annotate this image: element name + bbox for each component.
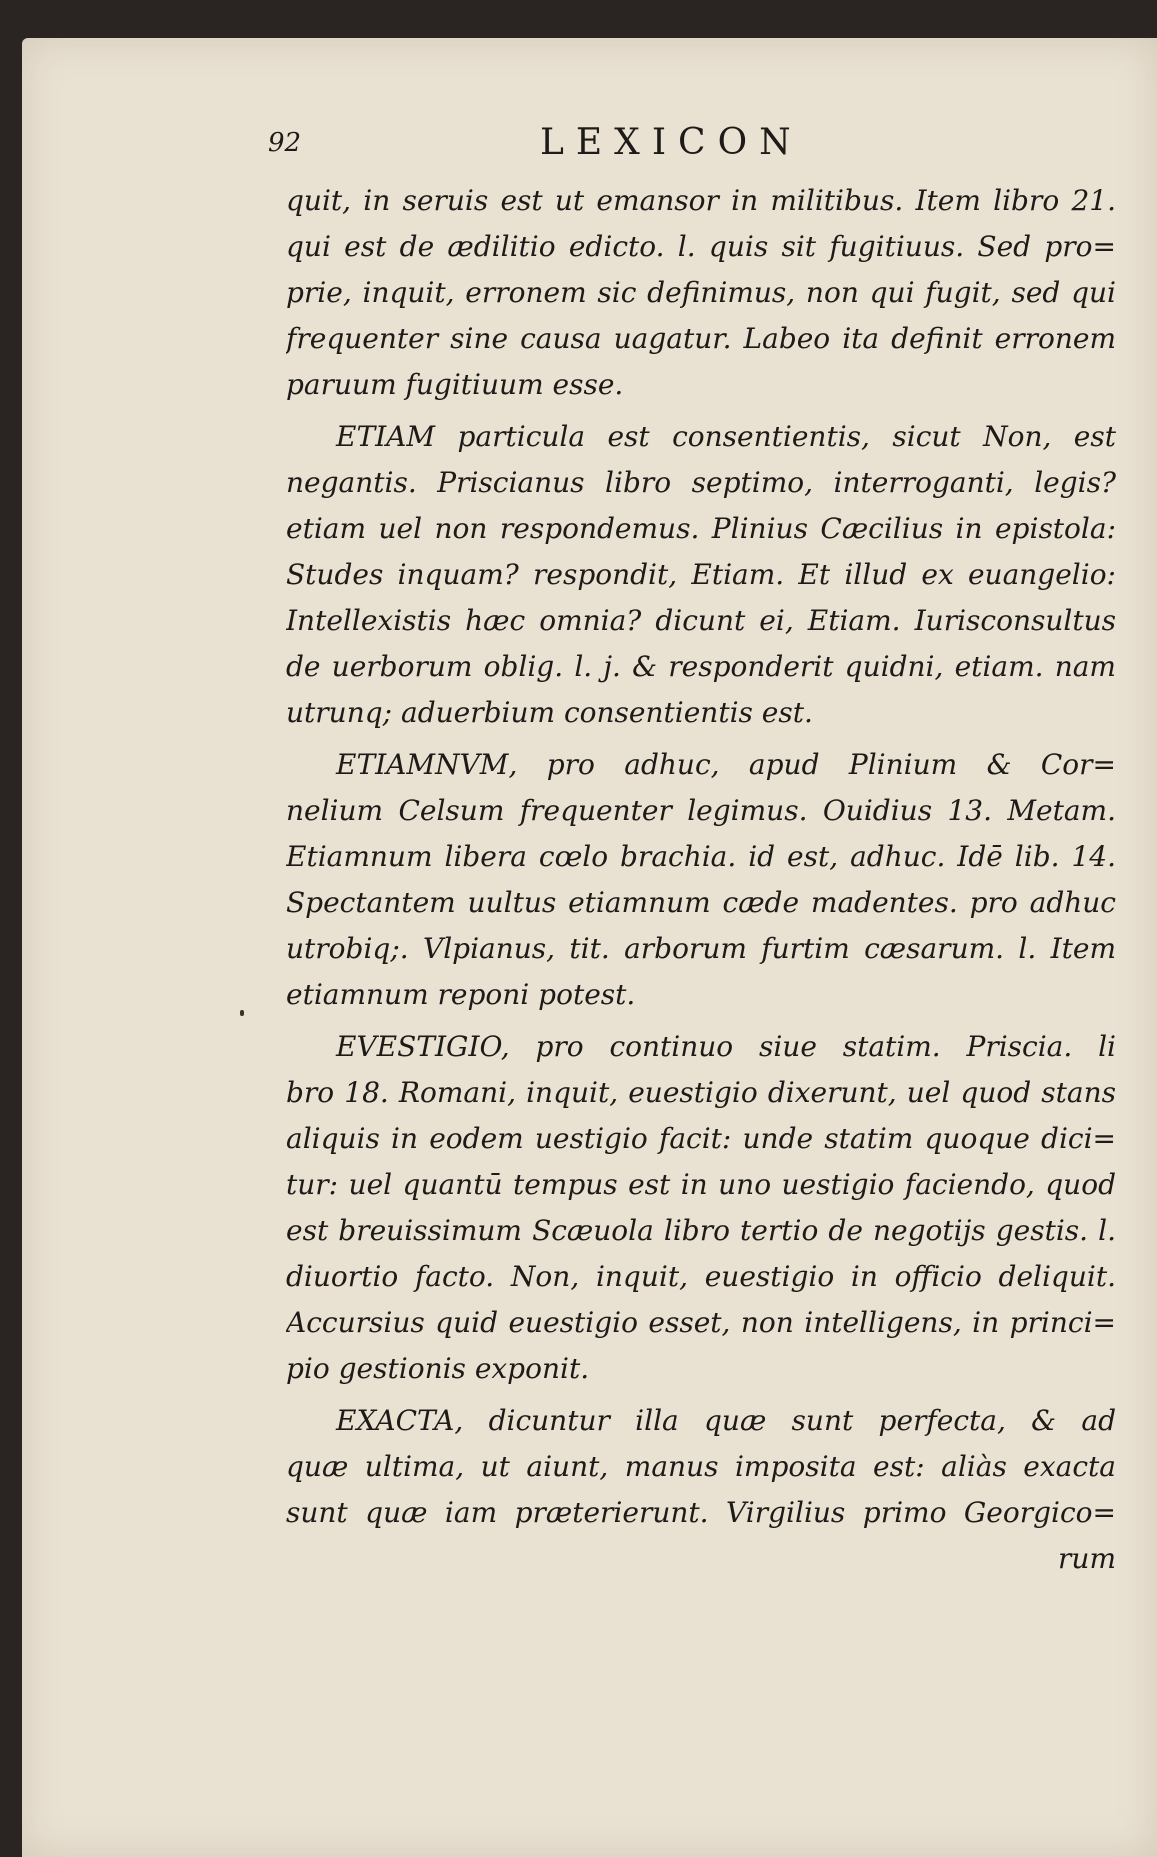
- text-line: paruum fugitiuum esse.: [286, 368, 624, 401]
- text-line: utrobiq;. Vlpianus, tit. arborum furtim cæsarum. l. Item: [286, 932, 1116, 965]
- body-text: [286, 178, 1116, 1582]
- text-line: tur: uel quantū tempus est in uno uestigio faciendo, quod: [286, 1168, 1116, 1201]
- running-title: LEXICON: [540, 122, 803, 163]
- text-line: utrunq; aduerbium consentientis est.: [286, 696, 813, 729]
- ink-speck: [240, 1010, 244, 1016]
- text-line: sunt quæ iam præterierunt. Virgilius primo Georgico=: [286, 1496, 1116, 1529]
- text-line: quæ ultima, ut aiunt, manus imposita est: aliàs exacta: [286, 1450, 1116, 1483]
- text-line: frequenter sine causa uagatur. Labeo ita definit erronem: [286, 322, 1116, 355]
- text-line: Studes inquam? respondit, Etiam. Et illud ex euangelio:: [286, 558, 1116, 591]
- page-header: [268, 122, 848, 172]
- text-line: bro 18. Romani, inquit, euestigio dixerunt, uel quod stans: [286, 1076, 1116, 1109]
- entry-heading-line: ETIAMNVM, pro adhuc, apud Plinium & Cor=: [336, 748, 1116, 781]
- catchword: rum: [1058, 1542, 1116, 1575]
- text-line: Etiamnum libera cœlo brachia. id est, adhuc. Idē lib. 14.: [286, 840, 1116, 873]
- entry-heading-line: EXACTA, dicuntur illa quæ sunt perfecta, & ad: [336, 1404, 1116, 1437]
- text-line: etiamnum reponi potest.: [286, 978, 636, 1011]
- entry-heading-line: EVESTIGIO, pro continuo siue statim. Priscia. li: [336, 1030, 1116, 1063]
- text-line: aliquis in eodem uestigio facit: unde statim quoque dici=: [286, 1122, 1116, 1155]
- text-line: prie, inquit, erronem sic definimus, non qui fugit, sed qui: [286, 276, 1116, 309]
- text-line: negantis. Priscianus libro septimo, interroganti, legis?: [286, 466, 1116, 499]
- text-line: Intellexistis hæc omnia? dicunt ei, Etiam. Iurisconsultus: [286, 604, 1116, 637]
- text-line: diuortio facto. Non, inquit, euestigio in officio deliquit.: [286, 1260, 1116, 1293]
- page-number: 92: [268, 128, 302, 158]
- text-line: de uerborum oblig. l. j. & responderit quidni, etiam. nam: [286, 650, 1116, 683]
- text-line: quit, in seruis est ut emansor in militibus. Item libro 21.: [286, 184, 1116, 217]
- text-line: nelium Celsum frequenter legimus. Ouidius 13. Metam.: [286, 794, 1116, 827]
- entry-heading-line: ETIAM particula est consentientis, sicut Non, est: [336, 420, 1116, 453]
- text-line: qui est de ædilitio edicto. l. quis sit fugitiuus. Sed pro=: [286, 230, 1116, 263]
- text-line: pio gestionis exponit.: [286, 1352, 590, 1385]
- text-line: Accursius quid euestigio esset, non intelligens, in princi=: [286, 1306, 1116, 1339]
- text-line: est breuissimum Scæuola libro tertio de negotijs gestis. l.: [286, 1214, 1116, 1247]
- text-line: etiam uel non respondemus. Plinius Cæcilius in epistola:: [286, 512, 1116, 545]
- text-line: Spectantem uultus etiamnum cæde madentes. pro adhuc: [286, 886, 1116, 919]
